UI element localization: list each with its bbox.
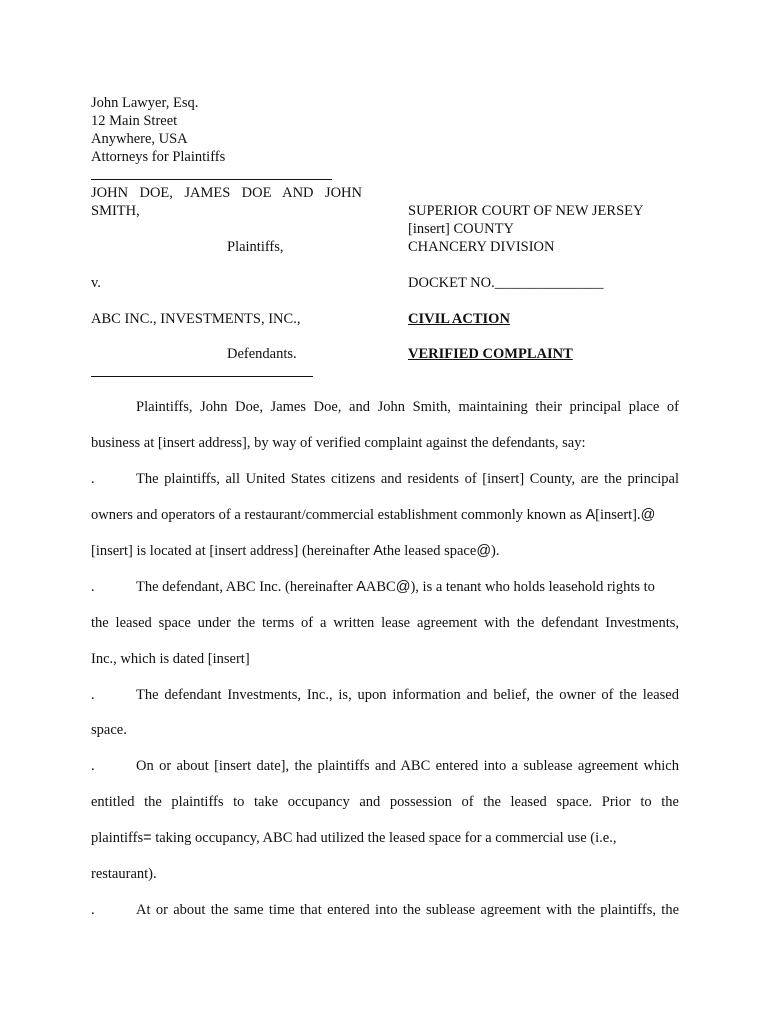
paragraph-4-number: . bbox=[91, 758, 95, 774]
paragraph-4-line-2: entitled the plaintiffs to take occupancy and possession of the leased space. Prior to the bbox=[91, 794, 679, 810]
paragraph-1-line-3-text-c: ). bbox=[491, 543, 500, 559]
paragraph-1-line-1: The plaintiffs, all United States citizens and residents of [insert] County, are the principal bbox=[136, 471, 679, 487]
paragraph-1-line-2-glyph-a: A bbox=[585, 507, 596, 523]
paragraph-1-line-3-glyph-a: A bbox=[373, 543, 383, 559]
paragraph-2-number: . bbox=[91, 579, 95, 595]
docket-number: DOCKET NO._______________ bbox=[408, 275, 604, 291]
paragraph-2-line-1-text-a: The defendant, ABC Inc. (hereinafter bbox=[136, 579, 357, 595]
intro-line-2: business at [insert address], by way of verified complaint against the defendants, say: bbox=[91, 435, 586, 451]
paragraph-4-line-3-text-a: plaintiffs bbox=[91, 830, 144, 846]
plaintiffs-names-line2: SMITH, bbox=[91, 203, 140, 219]
court-division: CHANCERY DIVISION bbox=[408, 239, 555, 255]
paragraph-4-line-3-text-b: taking occupancy, ABC had utilized the leased space for a commercial use (i.e., bbox=[151, 830, 617, 846]
paragraph-2-line-2: the leased space under the terms of a written lease agreement with the defendant Investments, bbox=[91, 615, 679, 631]
versus: v. bbox=[91, 275, 101, 291]
paragraph-4-line-3-glyph: = bbox=[143, 830, 152, 846]
attorney-role: Attorneys for Plaintiffs bbox=[91, 149, 226, 165]
attorney-city: Anywhere, USA bbox=[91, 131, 188, 147]
paragraph-1-line-2 bbox=[91, 506, 679, 524]
paragraph-5-line-1: At or about the same time that entered into the sublease agreement with the plaintiffs, the bbox=[136, 902, 679, 918]
paragraph-2-line-1 bbox=[136, 578, 655, 596]
paragraph-5-number: . bbox=[91, 902, 95, 918]
paragraph-4-line-3 bbox=[91, 829, 616, 847]
paragraph-4-line-4: restaurant). bbox=[91, 866, 157, 882]
paragraph-2-line-1-glyph-a: A bbox=[356, 579, 366, 595]
defendants-label: Defendants. bbox=[227, 346, 297, 362]
paragraph-1-line-3-glyph-at: @ bbox=[476, 543, 492, 559]
paragraph-3-number: . bbox=[91, 687, 95, 703]
paragraph-1-line-3 bbox=[91, 542, 500, 560]
plaintiffs-names-line1: JOHN DOE, JAMES DOE AND JOHN bbox=[91, 185, 362, 201]
paragraph-1-line-2-text-b: [insert]. bbox=[595, 507, 641, 523]
intro-line-1: Plaintiffs, John Doe, James Doe, and John Smith, maintaining their principal place of bbox=[136, 399, 679, 415]
defendants-names: ABC INC., INVESTMENTS, INC., bbox=[91, 311, 301, 327]
attorney-name: John Lawyer, Esq. bbox=[91, 95, 199, 111]
court-name: SUPERIOR COURT OF NEW JERSEY bbox=[408, 203, 644, 219]
caption-divider bbox=[91, 376, 313, 377]
paragraph-1-line-2-glyph-at: @ bbox=[640, 507, 656, 523]
header-divider bbox=[91, 179, 332, 180]
attorney-street: 12 Main Street bbox=[91, 113, 178, 129]
action-type: CIVIL ACTION bbox=[408, 311, 510, 327]
paragraph-2-line-1-text-c: ), is a tenant who holds leasehold rights to bbox=[410, 579, 655, 595]
plaintiffs-label: Plaintiffs, bbox=[227, 239, 284, 255]
paragraph-2-line-1-glyph-at: @ bbox=[395, 579, 411, 595]
paragraph-1-line-3-text-a: [insert] is located at [insert address] (hereinafter bbox=[91, 543, 374, 559]
paragraph-1-line-3-text-b: the leased space bbox=[382, 543, 477, 559]
document-type: VERIFIED COMPLAINT bbox=[408, 346, 573, 362]
paragraph-2-line-1-text-b: ABC bbox=[365, 579, 396, 595]
paragraph-1-line-2-text-a: owners and operators of a restaurant/commercial establishment commonly known as bbox=[91, 507, 586, 523]
paragraph-4-line-1: On or about [insert date], the plaintiffs and ABC entered into a sublease agreement which bbox=[136, 758, 679, 774]
paragraph-3-line-1: The defendant Investments, Inc., is, upon information and belief, the owner of the leased bbox=[136, 687, 679, 703]
paragraph-1-number: . bbox=[91, 471, 95, 487]
paragraph-3-line-2: space. bbox=[91, 722, 127, 738]
court-county: [insert] COUNTY bbox=[408, 221, 514, 237]
paragraph-2-line-3: Inc., which is dated [insert] bbox=[91, 651, 250, 667]
